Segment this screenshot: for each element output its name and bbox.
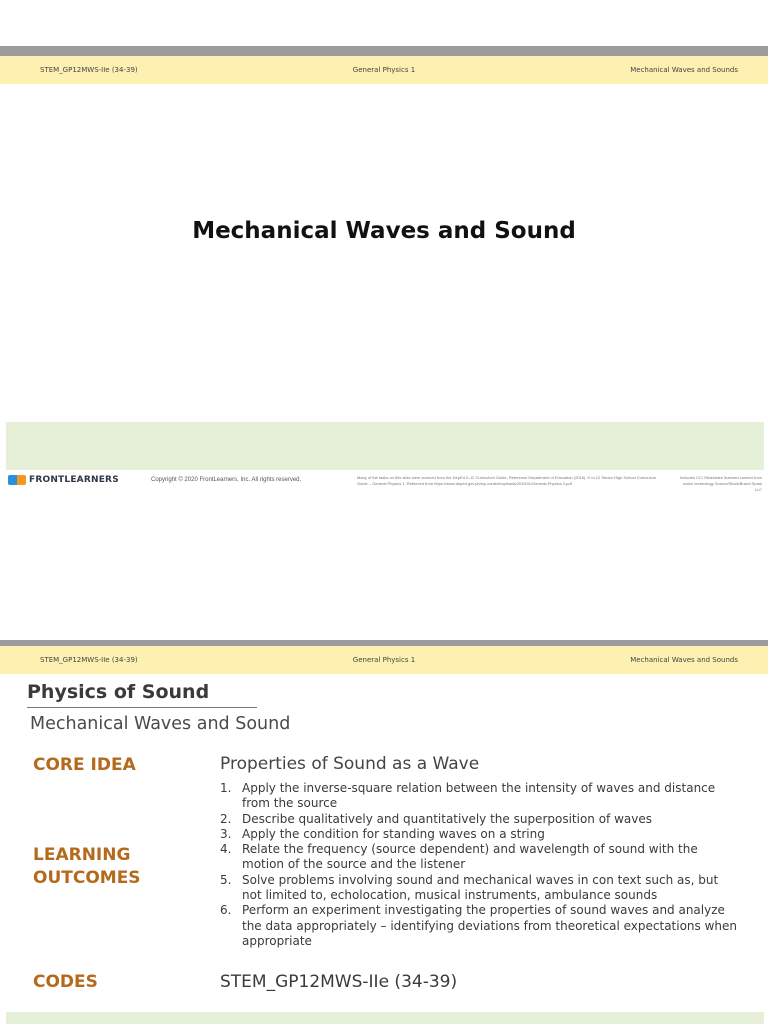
list-item-text: Apply the condition for standing waves on a string xyxy=(242,826,545,841)
slide1-top-bar xyxy=(0,46,768,56)
learning-outcomes-list xyxy=(220,781,740,949)
list-item-number: 1. xyxy=(220,781,232,795)
list-item-number: 3. xyxy=(220,826,232,841)
list-item-text: Describe qualitatively and quantitatively the superposition of waves xyxy=(242,811,653,826)
frontlearners-logo-icon xyxy=(8,475,26,485)
list-item-text: Solve problems involving sound and mechanical waves in con text such as, but not limited to, echolocation, musical instruments, ambulance sounds xyxy=(242,872,719,903)
slide2-header xyxy=(0,646,768,674)
source-fineprint: Many of the tasks on this slide were sourced from the DepEd K-12 Curriculum Guide, Reference Department of Education (2016). K to 12 Senior High School Curriculum Guide – General Physics 1. Retrieved from https://www.deped.gov.ph/wp-content/uploads/2019/01/General-Physics-1.pdf xyxy=(357,475,657,486)
slide2-green-band xyxy=(6,1012,764,1024)
slide2-subtitle: Mechanical Waves and Sound xyxy=(30,714,291,734)
list-item xyxy=(220,873,740,904)
slide1-header-subject: General Physics 1 xyxy=(352,66,416,74)
list-item xyxy=(220,781,740,812)
learning-outcomes-label xyxy=(33,844,141,890)
slide1-header-code: STEM_GP12MWS-IIe (34-39) xyxy=(40,66,138,74)
list-item-text: Apply the inverse-square relation between the intensity of waves and distance from the source xyxy=(242,781,716,811)
list-item xyxy=(220,903,740,949)
list-item xyxy=(220,842,740,873)
slide1-green-band xyxy=(6,422,764,470)
codes-label: CODES xyxy=(33,972,98,992)
copyright-text: Copyright © 2020 FrontLearners, Inc. All rights reserved. xyxy=(151,477,302,483)
list-item-number: 5. xyxy=(220,872,232,887)
logo-text: FRONTLEARNERS xyxy=(29,475,119,485)
core-idea-label: CORE IDEA xyxy=(33,755,136,775)
list-item-number: 2. xyxy=(220,811,232,826)
slide2-header-topic: Mechanical Waves and Sounds xyxy=(630,656,738,664)
list-item xyxy=(220,827,740,842)
core-idea-value: Properties of Sound as a Wave xyxy=(220,754,480,774)
slide2-header-subject: General Physics 1 xyxy=(352,656,416,664)
title-underline xyxy=(27,707,257,708)
slide2-title: Physics of Sound xyxy=(27,681,210,703)
list-item-number: 6. xyxy=(220,903,232,918)
list-item-text: Relate the frequency (source dependent) and wavelength of sound with the motion of the source and the listener xyxy=(242,842,698,872)
list-item xyxy=(220,812,740,827)
list-item-text: Perform an experiment investigating the properties of sound waves and analyze the data appropriately – identifying deviations from theoretical expectations when appropriate xyxy=(242,903,738,948)
learning-outcomes-label-line1: LEARNING xyxy=(33,845,131,865)
frontlearners-logo xyxy=(8,475,119,485)
license-fineprint: Includes CC/ Slideshare licensed content from icons/ technology Source/Stock/Brand Spark LLC xyxy=(679,475,762,492)
slide1-title: Mechanical Waves and Sound xyxy=(192,218,576,244)
slide1-footer xyxy=(0,471,768,493)
learning-outcomes-label-line2: OUTCOMES xyxy=(33,868,141,888)
codes-value: STEM_GP12MWS-IIe (34-39) xyxy=(220,972,458,992)
slide1-header xyxy=(0,56,768,84)
list-item-number: 4. xyxy=(220,842,232,857)
slide1-header-topic: Mechanical Waves and Sounds xyxy=(630,66,738,74)
slide2-header-code: STEM_GP12MWS-IIe (34-39) xyxy=(40,656,138,664)
